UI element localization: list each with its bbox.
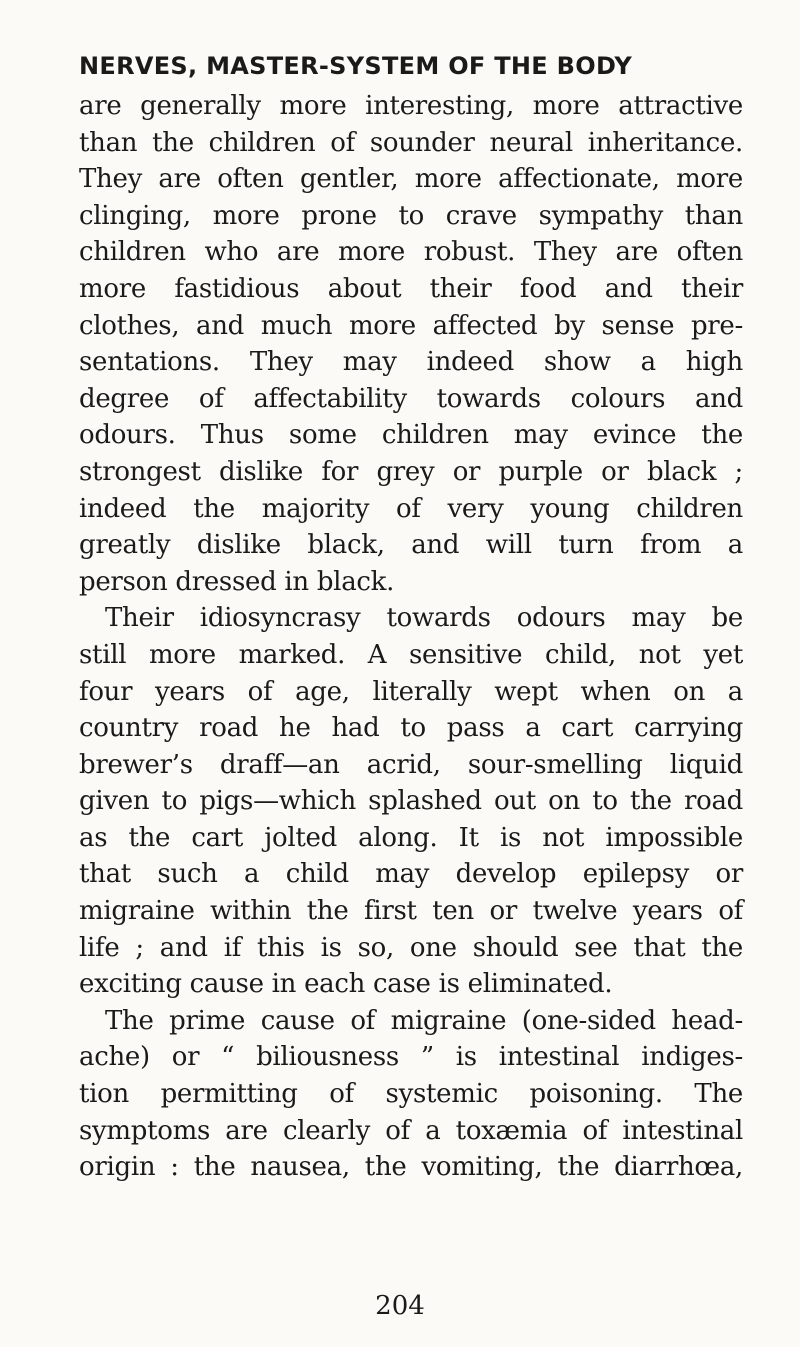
text-line: as the cart jolted along. It is not impossible	[79, 822, 743, 853]
text-line: person dressed in black.	[79, 566, 395, 597]
text-line: than the children of sounder neural inheritance.	[79, 127, 743, 158]
text-line: tion permitting of systemic poisoning. The	[79, 1079, 743, 1110]
text-line: brewer’s draff—an acrid, sour-smelling liquid	[79, 749, 743, 780]
text-line: clothes, and much more affected by sense pre-	[79, 310, 743, 341]
text-line: still more marked. A sensitive child, not yet	[79, 639, 743, 670]
text-line: country road he had to pass a cart carrying	[79, 713, 743, 744]
text-line: sentations. They may indeed show a high	[79, 347, 743, 378]
text-line: life ; and if this is so, one should see that the	[79, 932, 743, 963]
text-line: indeed the majority of very young children	[79, 493, 743, 524]
text-line: odours. Thus some children may evince the	[79, 420, 743, 451]
text-line: origin : the nausea, the vomiting, the diarrhœa,	[79, 1152, 743, 1183]
body-text	[79, 88, 743, 1186]
text-line: that such a child may develop epilepsy or	[79, 859, 743, 890]
text-line: Their idiosyncrasy towards odours may be	[105, 603, 743, 634]
text-line: ache) or “ biliousness ” is intestinal indiges-	[79, 1042, 743, 1073]
text-line: symptoms are clearly of a toxæmia of intestinal	[79, 1115, 743, 1146]
text-line: more fastidious about their food and their	[79, 273, 743, 304]
text-line: degree of affectability towards colours and	[79, 383, 743, 414]
text-line: clinging, more prone to crave sympathy than	[79, 200, 743, 231]
text-line: migraine within the first ten or twelve years of	[79, 896, 743, 927]
page-number: 204	[375, 1291, 425, 1321]
book-page	[79, 48, 743, 1186]
text-line: given to pigs—which splashed out on to the road	[79, 786, 743, 817]
running-head: NERVES, MASTER-SYSTEM OF THE BODY	[79, 52, 633, 80]
text-line: are generally more interesting, more attractive	[79, 91, 743, 121]
text-line: strongest dislike for grey or purple or black ;	[79, 456, 743, 487]
text-line: greatly dislike black, and will turn from a	[79, 530, 743, 561]
text-line: The prime cause of migraine (one-sided head-	[105, 1005, 743, 1036]
text-line: four years of age, literally wept when on a	[79, 676, 743, 707]
text-line: They are often gentler, more affectionate, more	[79, 164, 743, 195]
text-line: exciting cause in each case is eliminated.	[79, 969, 613, 1000]
text-line: children who are more robust. They are often	[79, 237, 743, 268]
